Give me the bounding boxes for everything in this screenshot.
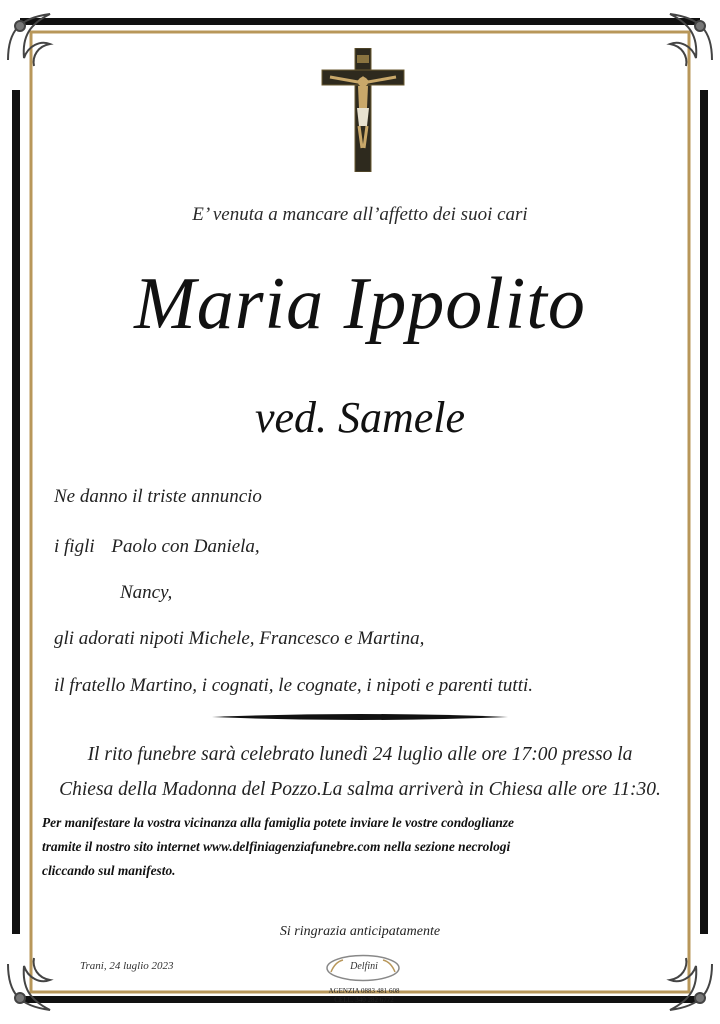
crucifix-icon (320, 48, 406, 172)
thanks-text: Si ringrazia anticipatamente (279, 924, 441, 939)
intro-text: E’ venuta a mancare all’affetto dei suoi cari (192, 204, 528, 225)
ceremony-line-2: Chiesa della Madonna del Pozzo.La salma arriverà in Chiesa alle ore 11:30. (59, 779, 661, 800)
ceremony-line-1: Il rito funebre sarà celebrato lunedì 24 luglio alle ore 17:00 presso la (87, 744, 633, 765)
agency-logo (316, 954, 412, 1016)
announcement-line-2 (54, 536, 260, 558)
announcement-line-4: gli adorati nipoti Michele, Francesco e Martina, (54, 628, 425, 649)
announcement-line-5: il fratello Martino, i cognati, le cognate, i nipoti e parenti tutti. (54, 675, 533, 696)
deceased-name: Maria Ippolito (134, 263, 586, 345)
agency-cell: CELL. 340 282 6772 (334, 996, 394, 1004)
condolences-line-3: cliccando sul manifesto. (42, 863, 176, 878)
children-names: Paolo con Daniela, (111, 536, 260, 557)
widow-of: ved. Samele (254, 393, 466, 442)
announcement-line-1: Ne danno il triste annuncio (54, 486, 262, 507)
logo-name: Delfini (350, 961, 378, 972)
agency-phone: AGENZIA 0883 481 608 (328, 987, 400, 995)
frame-top-bar (20, 18, 700, 25)
announcement-line-3: Nancy, (120, 582, 173, 603)
condolences-line-2: tramite il nostro sito internet www.delfiniagenziafunebre.com nella sezione necrologi (42, 839, 511, 854)
children-label: i figli (54, 536, 95, 557)
condolences-line-1: Per manifestare la vostra vicinanza alla famiglia potete inviare le vostre condoglianze (42, 815, 514, 830)
divider-line (212, 712, 508, 722)
place-date: Trani, 24 luglio 2023 (80, 960, 174, 972)
